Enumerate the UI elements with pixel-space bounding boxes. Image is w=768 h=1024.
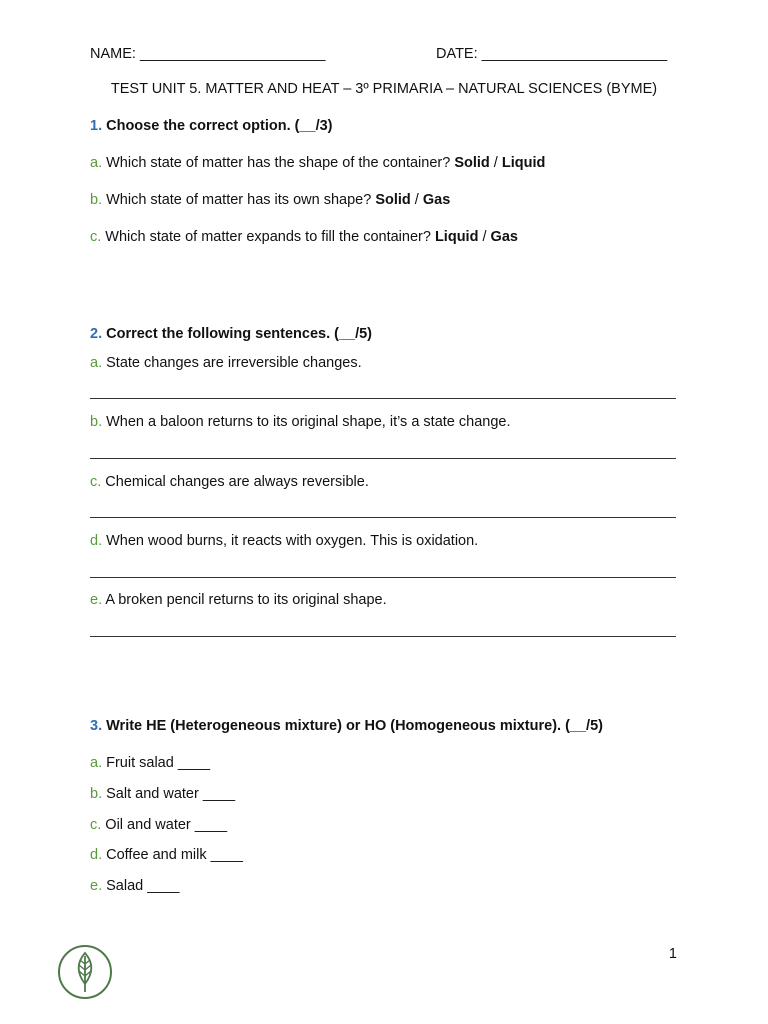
name-field[interactable]: NAME: _______________________ (90, 46, 326, 62)
mixture-3d (90, 847, 243, 863)
page-number: 1 (668, 946, 677, 962)
item-letter: b. (90, 414, 103, 430)
mixture-3e (90, 878, 180, 894)
section-3-heading (90, 718, 603, 734)
item-letter: c. (90, 229, 102, 245)
leaf-icon (57, 944, 113, 1000)
option-separator: / (489, 155, 502, 171)
answer-line[interactable] (90, 458, 676, 459)
sentence-2a (90, 355, 362, 371)
mixture-3b (90, 786, 235, 802)
item-letter: a. (90, 355, 103, 371)
section-heading-text: Correct the following sentences. (__/5) (102, 326, 373, 342)
option-2[interactable]: Liquid (501, 155, 546, 171)
mixture-text[interactable]: Coffee and milk ____ (102, 847, 243, 863)
item-letter: d. (90, 533, 103, 549)
section-number: 3. (90, 718, 103, 734)
answer-line[interactable] (90, 398, 676, 399)
section-number: 2. (90, 326, 103, 342)
mixture-text[interactable]: Fruit salad ____ (102, 755, 211, 771)
question-1c (90, 229, 518, 245)
sentence-2e (90, 592, 387, 608)
sentence-2b (90, 414, 511, 430)
item-letter: a. (90, 755, 103, 771)
mixture-3c (90, 817, 227, 833)
sentence-text: When wood burns, it reacts with oxygen. This is oxidation. (102, 533, 479, 549)
answer-line[interactable] (90, 577, 676, 578)
option-1[interactable]: Solid (375, 192, 411, 208)
question-1b (90, 192, 450, 208)
mixture-3a (90, 755, 210, 771)
section-heading-text: Write HE (Heterogeneous mixture) or HO (Homogeneous mixture). (__/5) (102, 718, 603, 734)
option-1[interactable]: Solid (454, 155, 490, 171)
date-field[interactable]: DATE: _______________________ (436, 46, 668, 62)
item-letter: d. (90, 847, 103, 863)
sentence-2d (90, 533, 478, 549)
mixture-text[interactable]: Salt and water ____ (102, 786, 236, 802)
sentence-text: When a baloon returns to its original shape, it’s a state change. (102, 414, 511, 430)
option-separator: / (410, 192, 423, 208)
item-letter: c. (90, 817, 102, 833)
sentence-text: Chemical changes are always reversible. (101, 474, 369, 490)
option-separator: / (478, 229, 491, 245)
item-letter: e. (90, 592, 103, 608)
mixture-text[interactable]: Salad ____ (102, 878, 180, 894)
item-letter: a. (90, 155, 103, 171)
sentence-text: A broken pencil returns to its original shape. (102, 592, 387, 608)
question-text: Which state of matter expands to fill the container? (101, 229, 435, 245)
option-1[interactable]: Liquid (434, 229, 479, 245)
section-number: 1. (90, 118, 103, 134)
question-text: Which state of matter has its own shape? (102, 192, 376, 208)
answer-line[interactable] (90, 517, 676, 518)
sentence-text: State changes are irreversible changes. (102, 355, 362, 371)
item-letter: b. (90, 192, 103, 208)
item-letter: e. (90, 878, 103, 894)
page-title: TEST UNIT 5. MATTER AND HEAT – 3º PRIMARIA – NATURAL SCIENCES (BYME) (110, 81, 658, 97)
option-2[interactable]: Gas (422, 192, 451, 208)
question-1a (90, 155, 545, 171)
answer-line[interactable] (90, 636, 676, 637)
section-heading-text: Choose the correct option. (__/3) (102, 118, 333, 134)
section-2-heading (90, 326, 372, 342)
option-2[interactable]: Gas (490, 229, 518, 245)
section-1-heading (90, 118, 333, 134)
item-letter: b. (90, 786, 103, 802)
header-row (90, 46, 678, 62)
question-text: Which state of matter has the shape of the container? (102, 155, 455, 171)
sentence-2c (90, 474, 369, 490)
mixture-text[interactable]: Oil and water ____ (101, 817, 228, 833)
item-letter: c. (90, 474, 102, 490)
